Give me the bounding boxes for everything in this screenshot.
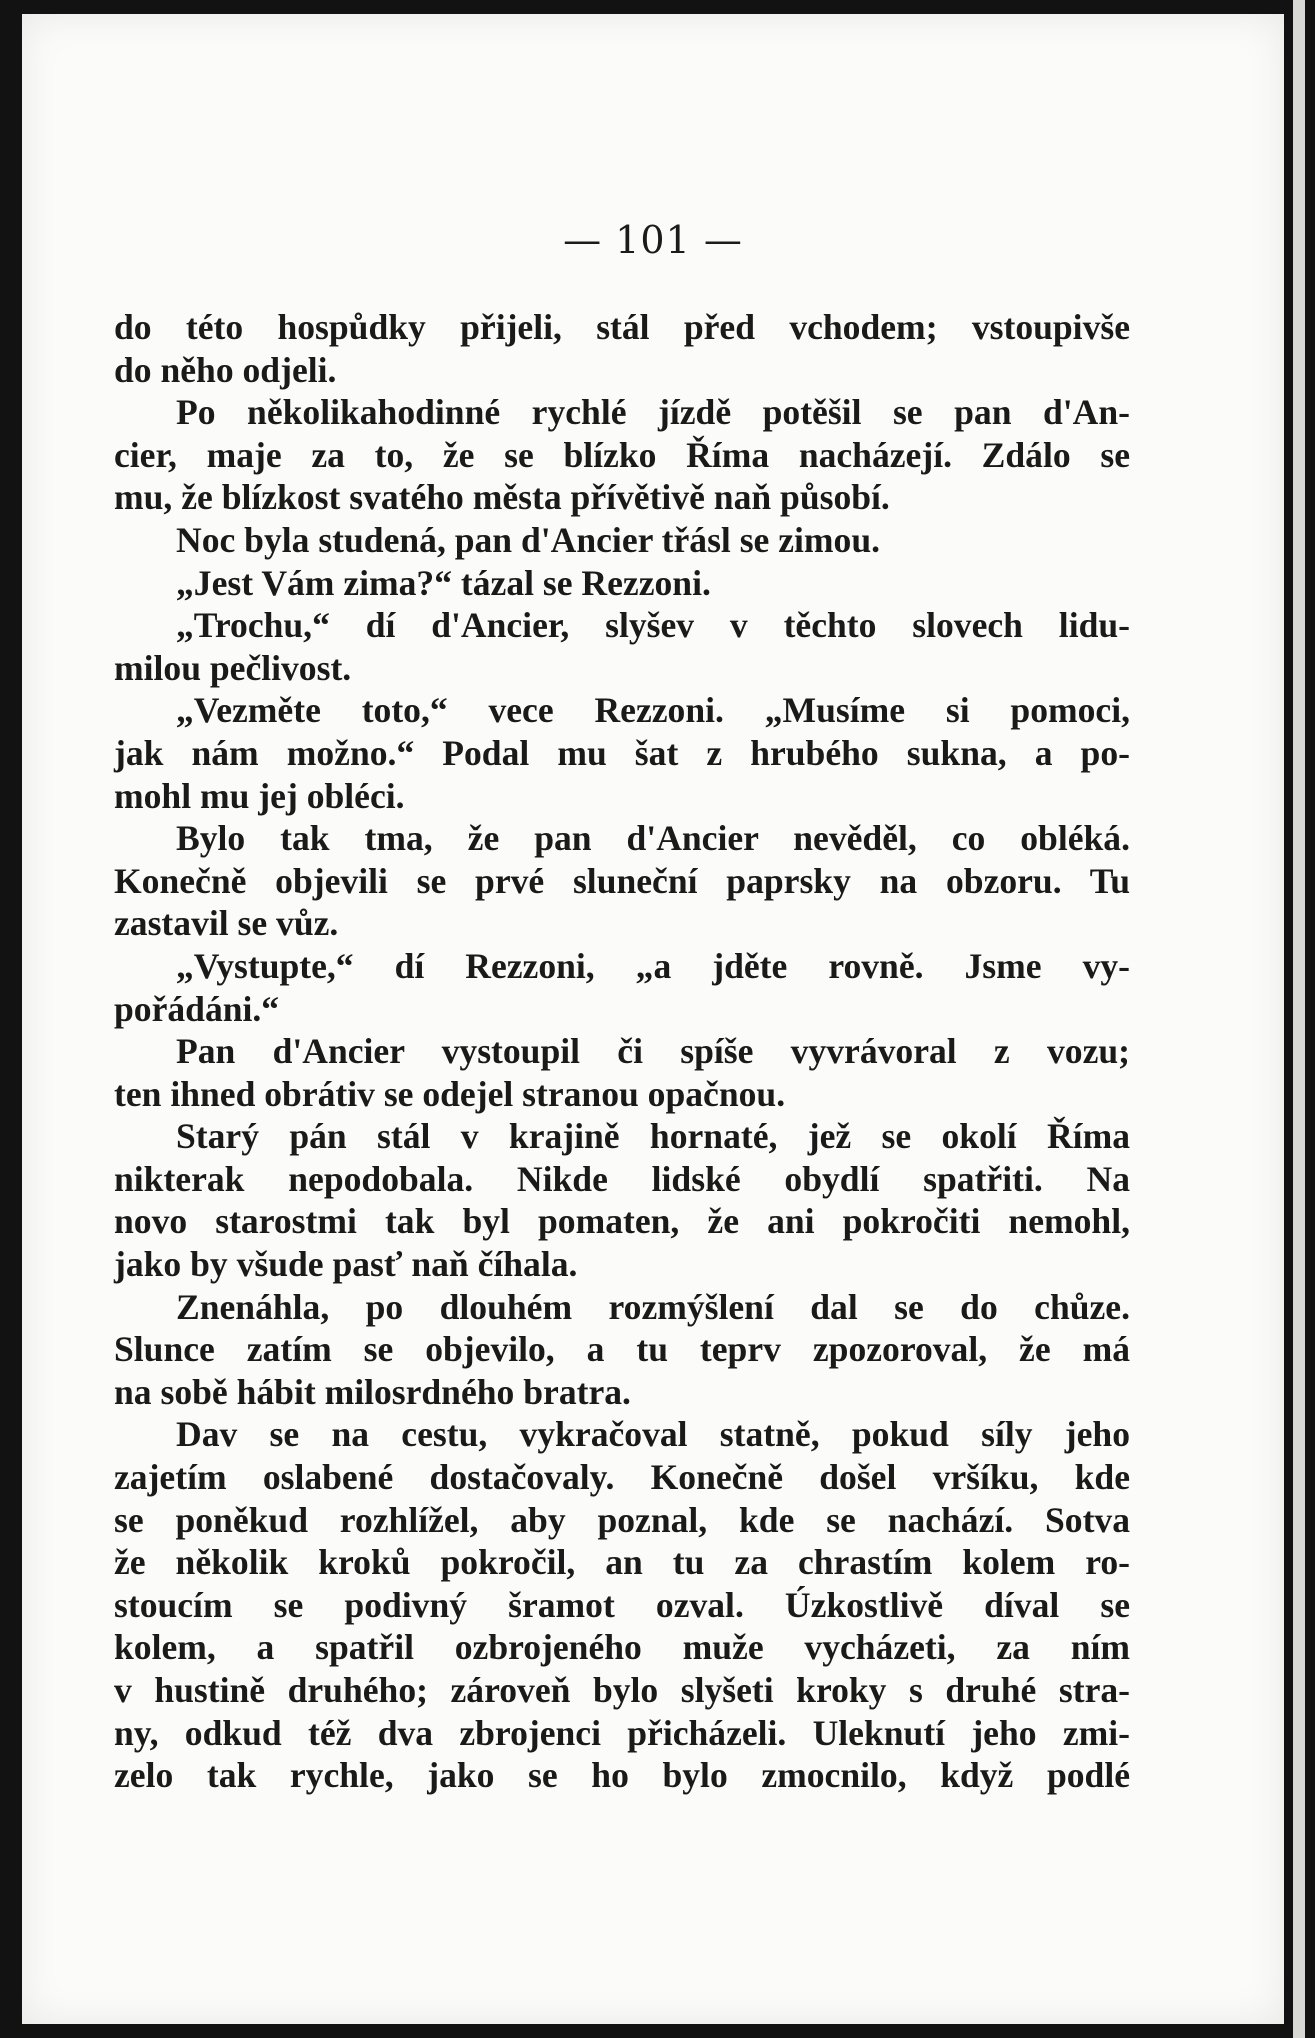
- text-line: Slunce zatím se objevilo, a tu teprv zpozoroval, že má: [114, 1329, 1130, 1370]
- text-line: stoucím se podivný šramot ozval. Úzkostlivě díval se: [114, 1584, 1130, 1625]
- text-line: „Trochu,“ dí d'Ancier, slyšev v těchto slovech lidu-: [176, 605, 1130, 646]
- text-line: Pan d'Ancier vystoupil či spíše vyvrávoral z vozu;: [176, 1031, 1130, 1072]
- text-line: Znenáhla, po dlouhém rozmýšlení dal se do chůze.: [176, 1286, 1130, 1327]
- text-line: se poněkud rozhlížel, aby poznal, kde se nachází. Sotva: [114, 1499, 1130, 1540]
- text-line: do této hospůdky přijeli, stál před vchodem; vstoupivše: [114, 307, 1130, 347]
- text-line: Po několikahodinné rychlé jízdě potěšil se pan d'An-: [176, 392, 1130, 433]
- text-line: milou pečlivost.: [114, 647, 352, 688]
- book-page: [22, 14, 1284, 2024]
- text-line: cier, maje za to, že se blízko Říma nacházejí. Zdálo se: [114, 434, 1130, 475]
- page-number: — 101 —: [563, 218, 743, 262]
- text-line: mohl mu jej obléci.: [114, 775, 405, 816]
- text-line: v hustině druhého; zároveň bylo slyšeti kroky s druhé stra-: [114, 1670, 1130, 1710]
- text-line: zajetím oslabené dostačovaly. Konečně došel vršíku, kde: [114, 1457, 1130, 1498]
- text-line: zelo tak rychle, jako se ho bylo zmocnilo, když podlé: [114, 1755, 1130, 1796]
- text-line: nikterak nepodobala. Nikde lidské obydlí spatřiti. Na: [114, 1158, 1130, 1199]
- page-edge: [1293, 0, 1305, 2038]
- text-line: ny, odkud též dva zbrojenci přicházeli. Uleknutí jeho zmi-: [114, 1712, 1130, 1753]
- text-line: „Vystupte,“ dí Rezzoni, „a jděte rovně. Jsme vy-: [176, 945, 1130, 986]
- text-line: pořádáni.“: [114, 988, 280, 1029]
- text-line: na sobě hábit milosrdného bratra.: [114, 1371, 631, 1412]
- text-line: Dav se na cestu, vykračoval statně, pokud síly jeho: [176, 1414, 1130, 1455]
- text-line: Bylo tak tma, že pan d'Ancier nevěděl, co obléká.: [176, 818, 1130, 859]
- text-line: do něho odjeli.: [114, 349, 337, 390]
- text-line: „Jest Vám zima?“ tázal se Rezzoni.: [176, 562, 711, 603]
- text-line: Konečně objevili se prvé sluneční paprsky na obzoru. Tu: [114, 860, 1130, 901]
- text-line: Noc byla studená, pan d'Ancier třásl se zimou.: [176, 519, 881, 560]
- text-line: „Vezměte toto,“ vece Rezzoni. „Musíme si pomoci,: [176, 690, 1130, 731]
- text-line: zastavil se vůz.: [114, 903, 339, 944]
- text-line: mu, že blízkost svatého města přívětivě naň působí.: [114, 477, 890, 518]
- text-line: novo starostmi tak byl pomaten, že ani pokročiti nemohl,: [114, 1201, 1130, 1242]
- text-line: Starý pán stál v krajině hornaté, jež se okolí Říma: [176, 1116, 1130, 1157]
- text-line: jako by všude pasť naň číhala.: [114, 1244, 578, 1285]
- text-line: že několik kroků pokročil, an tu za chrastím kolem ro-: [114, 1542, 1130, 1583]
- body-text: [114, 306, 1130, 1797]
- text-line: jak nám možno.“ Podal mu šat z hrubého sukna, a po-: [114, 732, 1130, 773]
- text-line: kolem, a spatřil ozbrojeného muže vycházeti, za ním: [114, 1627, 1130, 1668]
- text-line: ten ihned obrátiv se odejel stranou opačnou.: [114, 1073, 786, 1114]
